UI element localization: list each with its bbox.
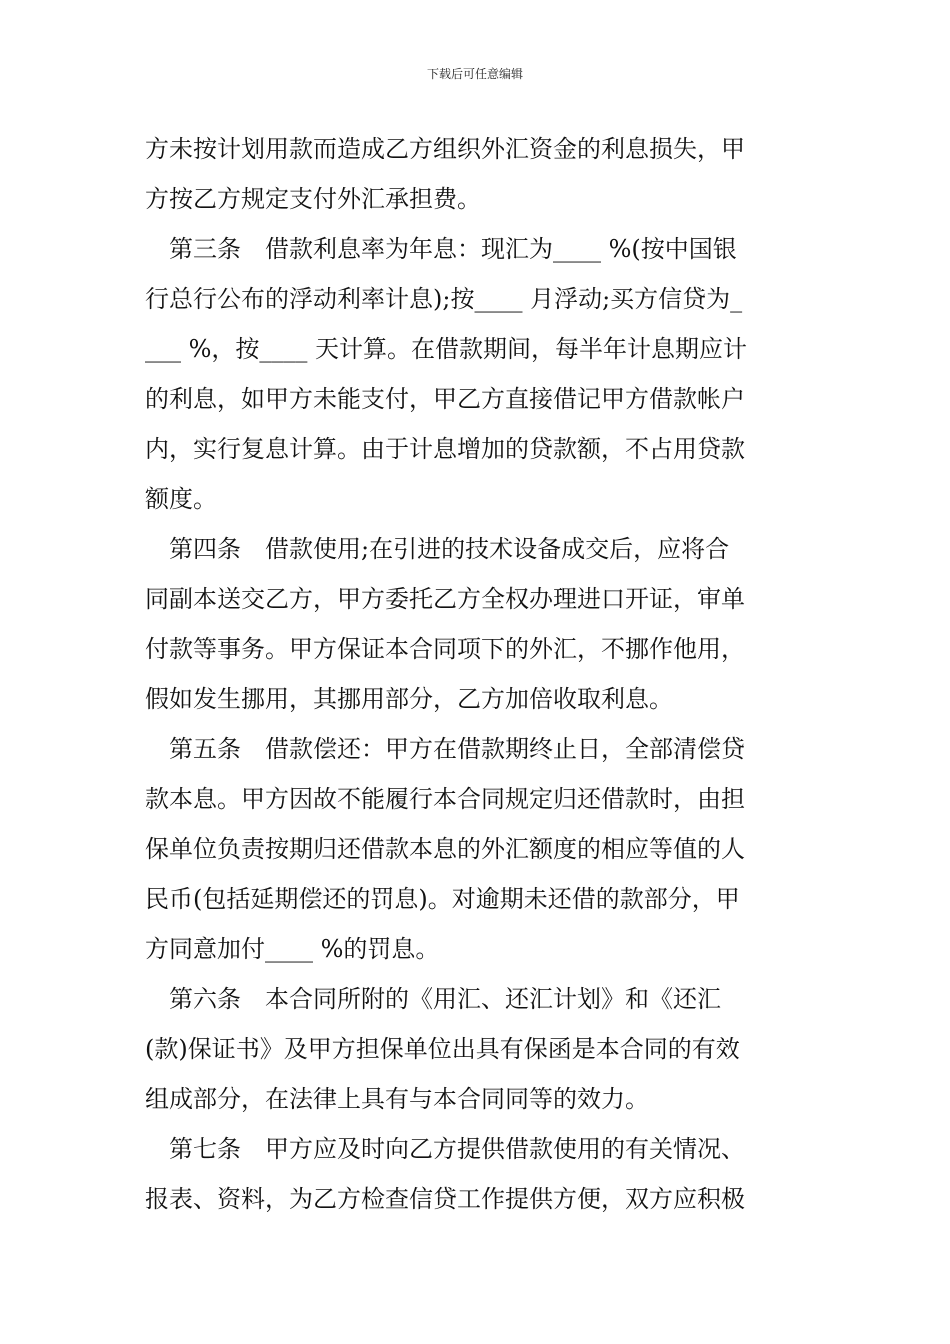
text-line: 方未按计划用款而造成乙方组织外汇资金的利息损失，甲: [145, 135, 745, 163]
page-header: 下载后可任意编辑: [426, 67, 523, 81]
text-line: 方按乙方规定支付外汇承担费。: [145, 185, 481, 213]
text-line: 的利息，如甲方未能支付，甲乙方直接借记甲方借款帐户: [145, 385, 745, 413]
text-line: 额度。: [145, 485, 217, 513]
text-line: 内，实行复息计算。由于计息增加的贷款额，不占用贷款: [145, 435, 745, 463]
text-line: 同副本送交乙方，甲方委托乙方全权办理进口开证，审单: [145, 585, 745, 613]
text-line: ___ %，按____ 天计算。在借款期间，每半年计息期应计: [145, 335, 748, 363]
text-line: 方同意加付____ %的罚息。: [145, 935, 440, 963]
text-line: 民币(包括延期偿还的罚息)。对逾期未还借的款部分，甲: [145, 885, 740, 913]
text-line: 第七条 甲方应及时向乙方提供借款使用的有关情况、: [145, 1135, 745, 1163]
text-line: 报表、资料，为乙方检查信贷工作提供方便，双方应积极: [145, 1185, 745, 1213]
text-line: 假如发生挪用，其挪用部分，乙方加倍收取利息。: [145, 685, 673, 713]
text-line: (款)保证书》及甲方担保单位出具有保函是本合同的有效: [145, 1035, 740, 1063]
text-line: 第四条 借款使用;在引进的技术设备成交后，应将合: [145, 535, 730, 563]
text-line: 保单位负责按期归还借款本息的外汇额度的相应等值的人: [145, 835, 745, 863]
text-line: 组成部分，在法律上具有与本合同同等的效力。: [145, 1085, 649, 1113]
text-line: 第三条 借款利息率为年息：现汇为____ %(按中国银: [145, 235, 737, 263]
text-line: 行总行公布的浮动利率计息);按____ 月浮动;买方信贷为_: [145, 285, 743, 313]
text-line: 付款等事务。甲方保证本合同项下的外汇，不挪作他用，: [145, 635, 745, 663]
text-line: 第六条 本合同所附的《用汇、还汇计划》和《还汇: [145, 985, 721, 1013]
text-line: 第五条 借款偿还：甲方在借款期终止日，全部清偿贷: [145, 735, 745, 763]
text-line: 款本息。甲方因故不能履行本合同规定归还借款时，由担: [145, 785, 745, 813]
